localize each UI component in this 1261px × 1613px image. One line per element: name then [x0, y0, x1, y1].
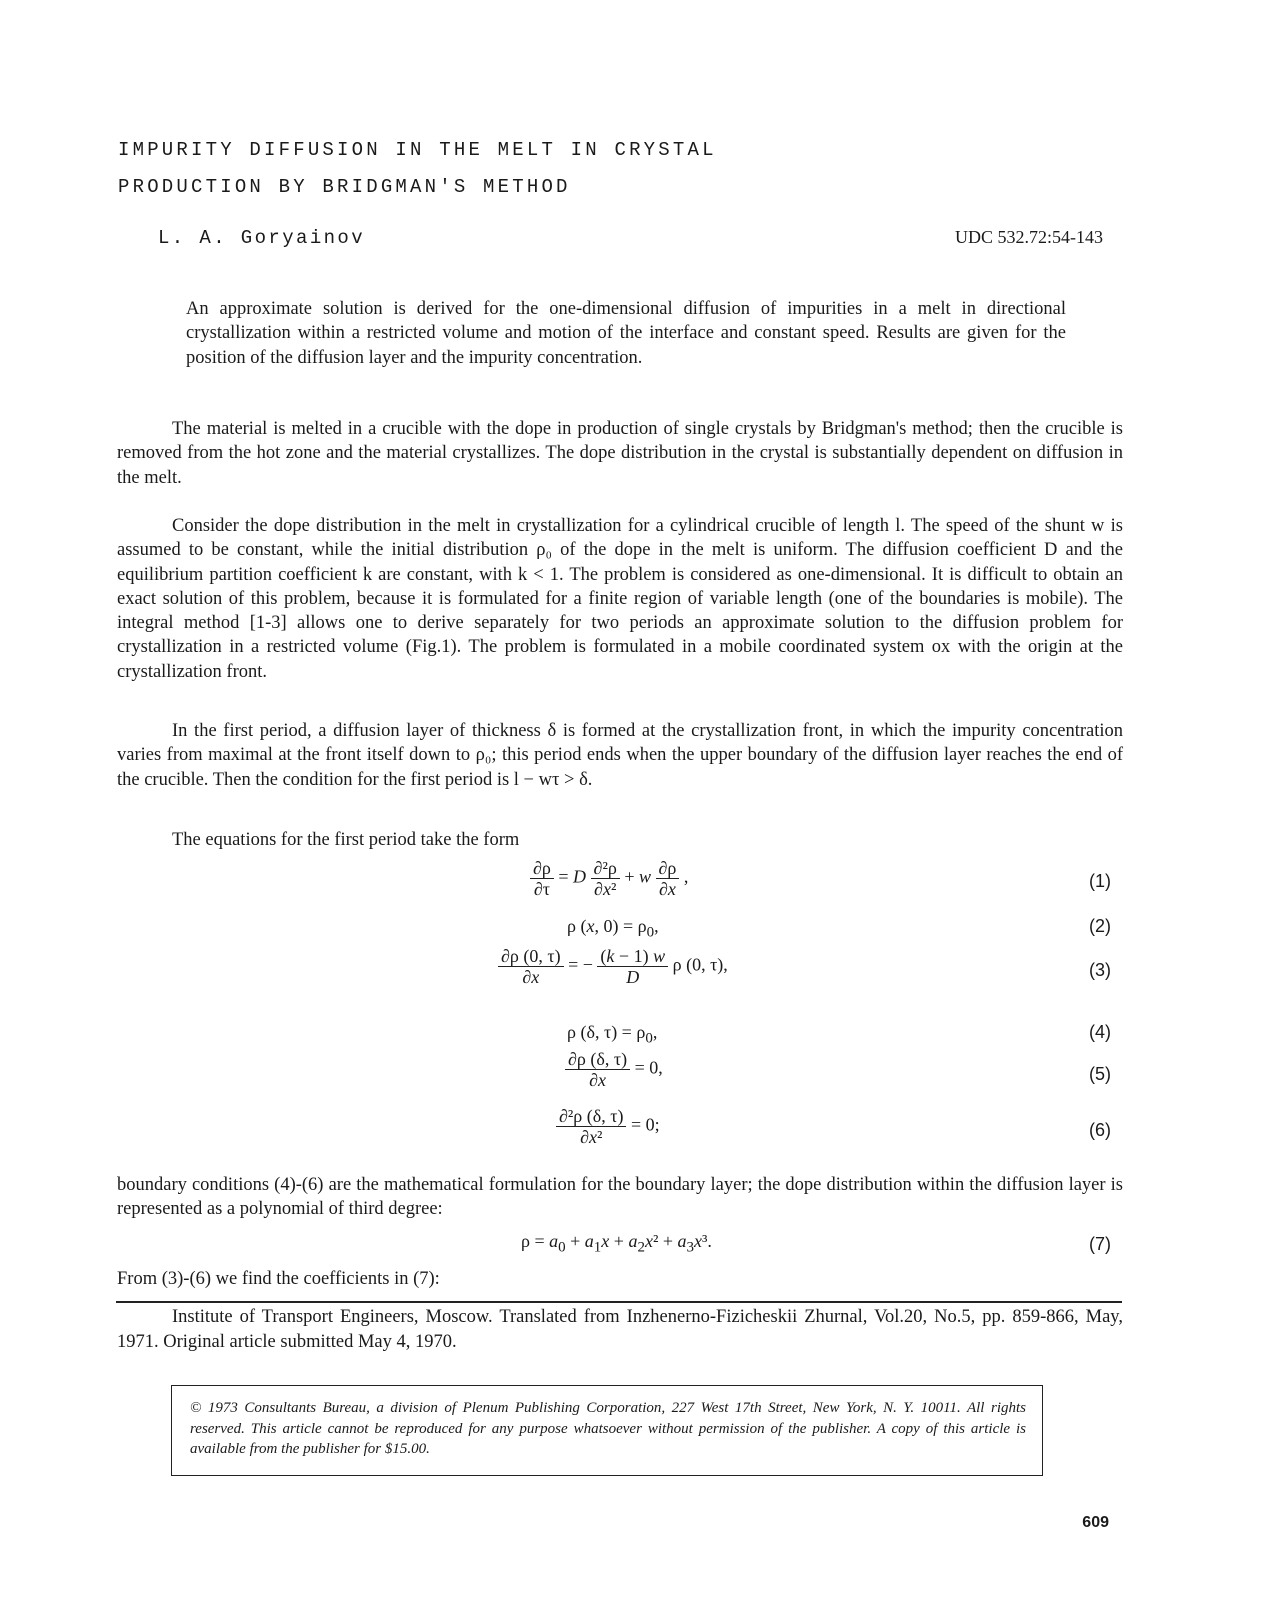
equation-3: $\frac{\partial\rho (0, \tau)}{\partial x}$ = − $\frac{(k - 1) w}{D}$ ρ (0, τ), — [498, 946, 728, 987]
paragraph-first-period: In the first period, a diffusion layer of thickness δ is formed at the crystallization front, in which the impurity concentration varies from maximal at the front itself down to ρ₀; this period ends when the upper boundary of the diffusion layer reaches the end of the crucible. Then the condition for the first period is l − wτ > δ. — [117, 721, 1123, 790]
footnote-affiliation: Institute of Transport Engineers, Moscow. Translated from Inzhenerno-Fizicheskii Zhurnal, Vol.20, No.5, pp. 859-866, May, 1971. Original article submitted May 4, 1970. — [117, 1307, 1123, 1352]
author: L. A. Goryainov — [158, 227, 366, 249]
paragraph-equations-intro: The equations for the first period take the form — [172, 830, 520, 850]
equation-5: $\frac{\partial\rho (\delta, \tau)}{\partial x}$ = 0, — [565, 1049, 663, 1090]
equation-number-2: (2) — [1089, 916, 1111, 936]
equation-2: ρ (x, $0) = \rho_0$, — [567, 916, 659, 941]
title-line-2: PRODUCTION BY BRIDGMAN'S METHOD — [118, 176, 571, 198]
copyright-box — [171, 1385, 1043, 1476]
equation-number-3: (3) — [1089, 960, 1111, 980]
equation-number-6: (6) — [1089, 1120, 1111, 1140]
page-number: 609 — [1082, 1514, 1109, 1531]
paragraph-problem: Consider the dope distribution in the melt in crystallization for a cylindrical crucible of length l. The speed of the shunt w is assumed to be constant, while the initial distribution ρ₀ of the dope in the melt is uniform. The diffusion coefficient D and the equilibrium partition coefficient k are constant, with k < 1. The problem is considered as one-dimensional. It is difficult to obtain an exact solution of this problem, because it is formulated for a finite region of variable length (one of the boundaries is mobile). The integral method [1-3] allows one to derive separately for two periods an approximate solution to the diffusion problem for crystallization in a restricted volume (Fig.1). The problem is formulated in a mobile coordinated system ox with the origin at the crystallization front. — [117, 516, 1123, 682]
abstract: An approximate solution is derived for the one-dimensional diffusion of impurities in a melt in directional crystallization within a restricted volume and motion of the interface and constant speed. Results are given for the position of the diffusion layer and the impurity concentration. — [186, 299, 1066, 368]
equation-number-1: (1) — [1089, 871, 1111, 891]
copyright-notice: © 1973 Consultants Bureau, a division of Plenum Publishing Corporation, 227 West 17th Street, New York, N. Y. 10011. All rights reserved. This article cannot be reproduced for any purpose whatsoever without permission of the publisher. A copy of this article is available from the publisher for $15.00. — [190, 1400, 1026, 1457]
footnote-rule — [116, 1301, 1122, 1303]
equation-number-7: (7) — [1089, 1234, 1111, 1254]
equation-6: $\frac{\text{∂²ρ (δ, τ)}}{\text{∂x²}}$ = 0; — [556, 1106, 660, 1147]
paragraph-coefficients: From (3)-(6) we find the coefficients in (7): — [117, 1269, 440, 1289]
udc-code: UDC 532.72:54-143 — [955, 227, 1103, 247]
equation-7: $\rho = a_0 + a_1x + a_2x^2 + a_3x^3$. — [521, 1231, 712, 1256]
paragraph-boundary-conditions: boundary conditions (4)-(6) are the mathematical formulation for the boundary layer; the dope distribution within the diffusion layer is represented as a polynomial of third degree: — [117, 1175, 1123, 1220]
paragraph-intro: The material is melted in a crucible with the dope in production of single crystals by Bridgman's method; then the crucible is removed from the hot zone and the material crystallizes. The dope distribution in the crystal is substantially dependent on diffusion in the melt. — [117, 419, 1123, 488]
title-line-1: IMPURITY DIFFUSION IN THE MELT IN CRYSTAL — [118, 139, 717, 161]
equation-number-5: (5) — [1089, 1064, 1111, 1084]
equation-1: $\frac{\partial\rho}{\partial\tau}$ = D $\frac{\text{∂²ρ}}{\text{∂x²}}$ + w $\frac{\partial\rho}{\partial x}$ , — [530, 858, 688, 899]
equation-4: ρ (δ, $\tau) = \rho_0$, — [567, 1022, 658, 1047]
equation-number-4: (4) — [1089, 1022, 1111, 1042]
